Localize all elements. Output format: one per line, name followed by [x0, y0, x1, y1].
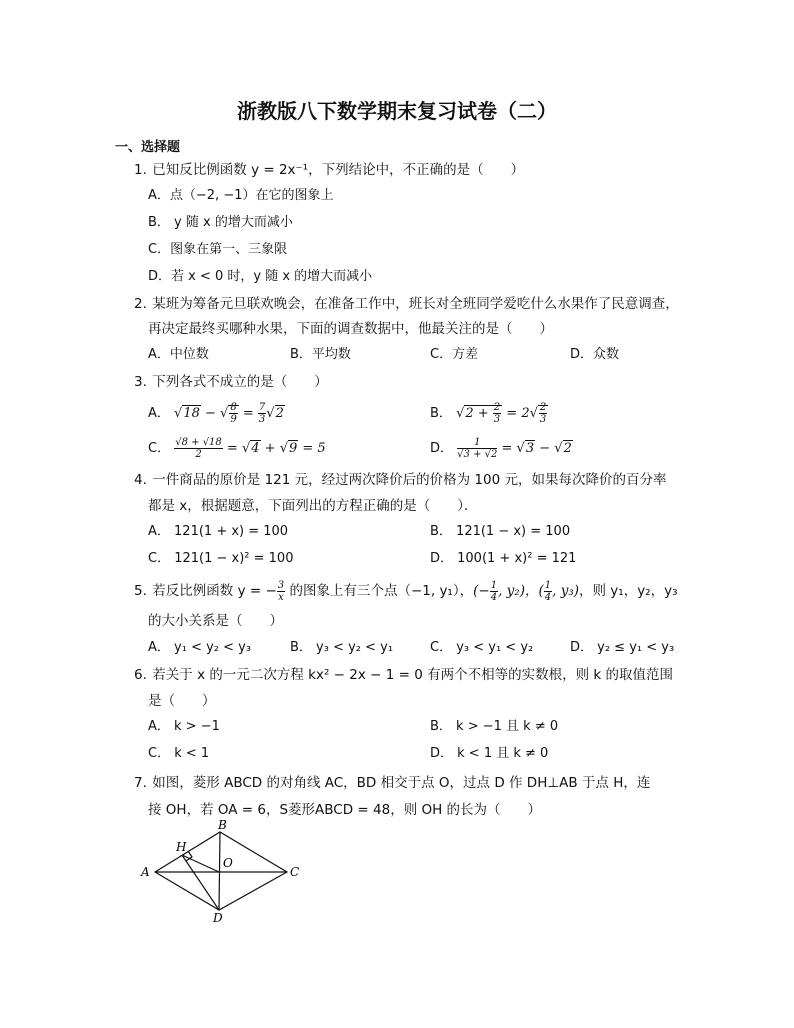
q3-option-b[interactable]: B． √2 + $\frac{2}{3}$ = 2√ $\frac{2}{3}$	[430, 402, 547, 425]
q5-option-d[interactable]: D． y₂ ≤ y₁ < y₃	[570, 640, 675, 655]
question-7: 7. 如图，菱形 ABCD 的对角线 AC，BD 相交于点 O，过点 D 作 DH⊥AB 于点 H，连	[134, 775, 651, 791]
question-6-stem-cont: 是（ ）	[148, 693, 216, 709]
q4-option-d[interactable]: D． 100(1 + x)² = 121	[430, 551, 577, 566]
q6-option-c[interactable]: C． k < 1	[148, 746, 210, 761]
q3-option-a[interactable]: A． √18 − √ $\frac{8}{9}$ = $\frac{7}{3}$ √2	[148, 402, 284, 425]
q4-option-c[interactable]: C． 121(1 − x)² = 100	[148, 551, 294, 566]
label-a: A	[141, 865, 150, 879]
question-3-stem: 下列各式不成立的是（ ）	[152, 374, 328, 390]
question-5: 5. 若反比例函数 y = − $\frac{3}{x}$ 的图象上有三个点（−1, y₁），(− $\frac{1}{4}$ , y₂)，( $\frac{1}{4}$ , y₃)，则 y₁，y₂，y₃	[134, 579, 678, 603]
question-6: 6. 若关于 x 的一元二次方程 kx² − 2x − 1 = 0 有两个不相等的实数根，则 k 的取值范围	[134, 667, 674, 683]
label-b: B	[218, 820, 227, 832]
diagonal-bd	[219, 832, 220, 910]
q5-option-c[interactable]: C． y₃ < y₁ < y₂	[430, 640, 534, 655]
q3-option-c[interactable]: C． $\frac{√8 + √18}{2}$ = √4 + √9 = 5	[148, 437, 326, 460]
q2-option-b[interactable]: B．平均数	[290, 347, 351, 362]
q3-option-d[interactable]: D． $\frac{1}{√3 + √2}$ = √3 − √2	[430, 437, 572, 460]
q2-option-d[interactable]: D．众数	[570, 347, 620, 362]
q1-option-b[interactable]: B． y 随 x 的增大而减小	[148, 215, 293, 230]
question-4-stem-cont: 都是 x，根据题意，下面列出的方程正确的是（ ）．	[148, 498, 478, 514]
q6-option-a[interactable]: A． k > −1	[148, 719, 220, 734]
question-7-stem-cont: 接 OH，若 OA = 6，S菱形ABCD = 48，则 OH 的长为（ ）	[148, 802, 542, 818]
question-2: 2. 某班为筹备元旦联欢晚会，在准备工作中，班长对全班同学爱吃什么水果作了民意调查，	[134, 296, 679, 312]
question-5-stem-cont: 的大小关系是（ ）	[148, 613, 283, 629]
label-d: D	[213, 911, 223, 925]
question-4: 4. 一件商品的原价是 121 元，经过两次降价后的价格为 100 元，如果每次降价的百分率	[134, 472, 667, 488]
q2-option-a[interactable]: A．中位数	[148, 347, 209, 362]
q2-option-c[interactable]: C．方差	[430, 347, 479, 362]
q4-option-a[interactable]: A． 121(1 + x) = 100	[148, 524, 289, 539]
q5-option-a[interactable]: A． y₁ < y₂ < y₃	[148, 640, 252, 655]
q1-option-c[interactable]: C．图象在第一、三象限	[148, 242, 288, 257]
label-c: C	[290, 865, 300, 879]
question-1-stem: 已知反比例函数 y = 2x⁻¹，下列结论中，不正确的是（ ）	[152, 162, 525, 178]
question-2-stem: 某班为筹备元旦联欢晚会，在准备工作中，班长对全班同学爱吃什么水果作了民意调查，	[152, 296, 679, 312]
question-6-stem: 若关于 x 的一元二次方程 kx² − 2x − 1 = 0 有两个不相等的实数根，则 k 的取值范围	[152, 667, 674, 683]
section-heading: 一、选择题	[115, 140, 181, 155]
question-7-stem: 如图，菱形 ABCD 的对角线 AC，BD 相交于点 O，过点 D 作 DH⊥AB 于点 H，连	[152, 775, 651, 791]
q1-option-a[interactable]: A．点（−2, −1）在它的图象上	[148, 188, 334, 203]
question-5-stem: 若反比例函数 y = − $\frac{3}{x}$ 的图象上有三个点（−1, y₁），(− $\frac{1}{4}$ , y₂)，( $\frac{1}{4}$ , y₃)，则 y₁，y₂，y₃	[152, 579, 678, 603]
label-h: H	[176, 840, 187, 854]
question-2-stem-cont: 再决定最终买哪种水果，下面的调查数据中，他最关注的是（ ）	[148, 321, 553, 337]
label-o: O	[223, 856, 233, 870]
question-4-stem: 一件商品的原价是 121 元，经过两次降价后的价格为 100 元，如果每次降价的百分率	[152, 472, 667, 488]
question-1: 1. 已知反比例函数 y = 2x⁻¹，下列结论中，不正确的是（ ）	[134, 162, 525, 178]
q1-option-d[interactable]: D．若 x < 0 时，y 随 x 的增大而减小	[148, 269, 373, 284]
rhombus-outline	[155, 832, 287, 910]
q5-option-b[interactable]: B． y₃ < y₂ < y₁	[290, 640, 394, 655]
question-3: 3. 下列各式不成立的是（ ）	[134, 374, 328, 390]
exam-title: 浙教版八下数学期末复习试卷（二）	[237, 99, 557, 123]
q6-option-d[interactable]: D． k < 1 且 k ≠ 0	[430, 746, 549, 761]
q6-option-b[interactable]: B． k > −1 且 k ≠ 0	[430, 719, 559, 734]
rhombus-figure	[135, 820, 305, 925]
q4-option-b[interactable]: B． 121(1 − x) = 100	[430, 524, 571, 539]
